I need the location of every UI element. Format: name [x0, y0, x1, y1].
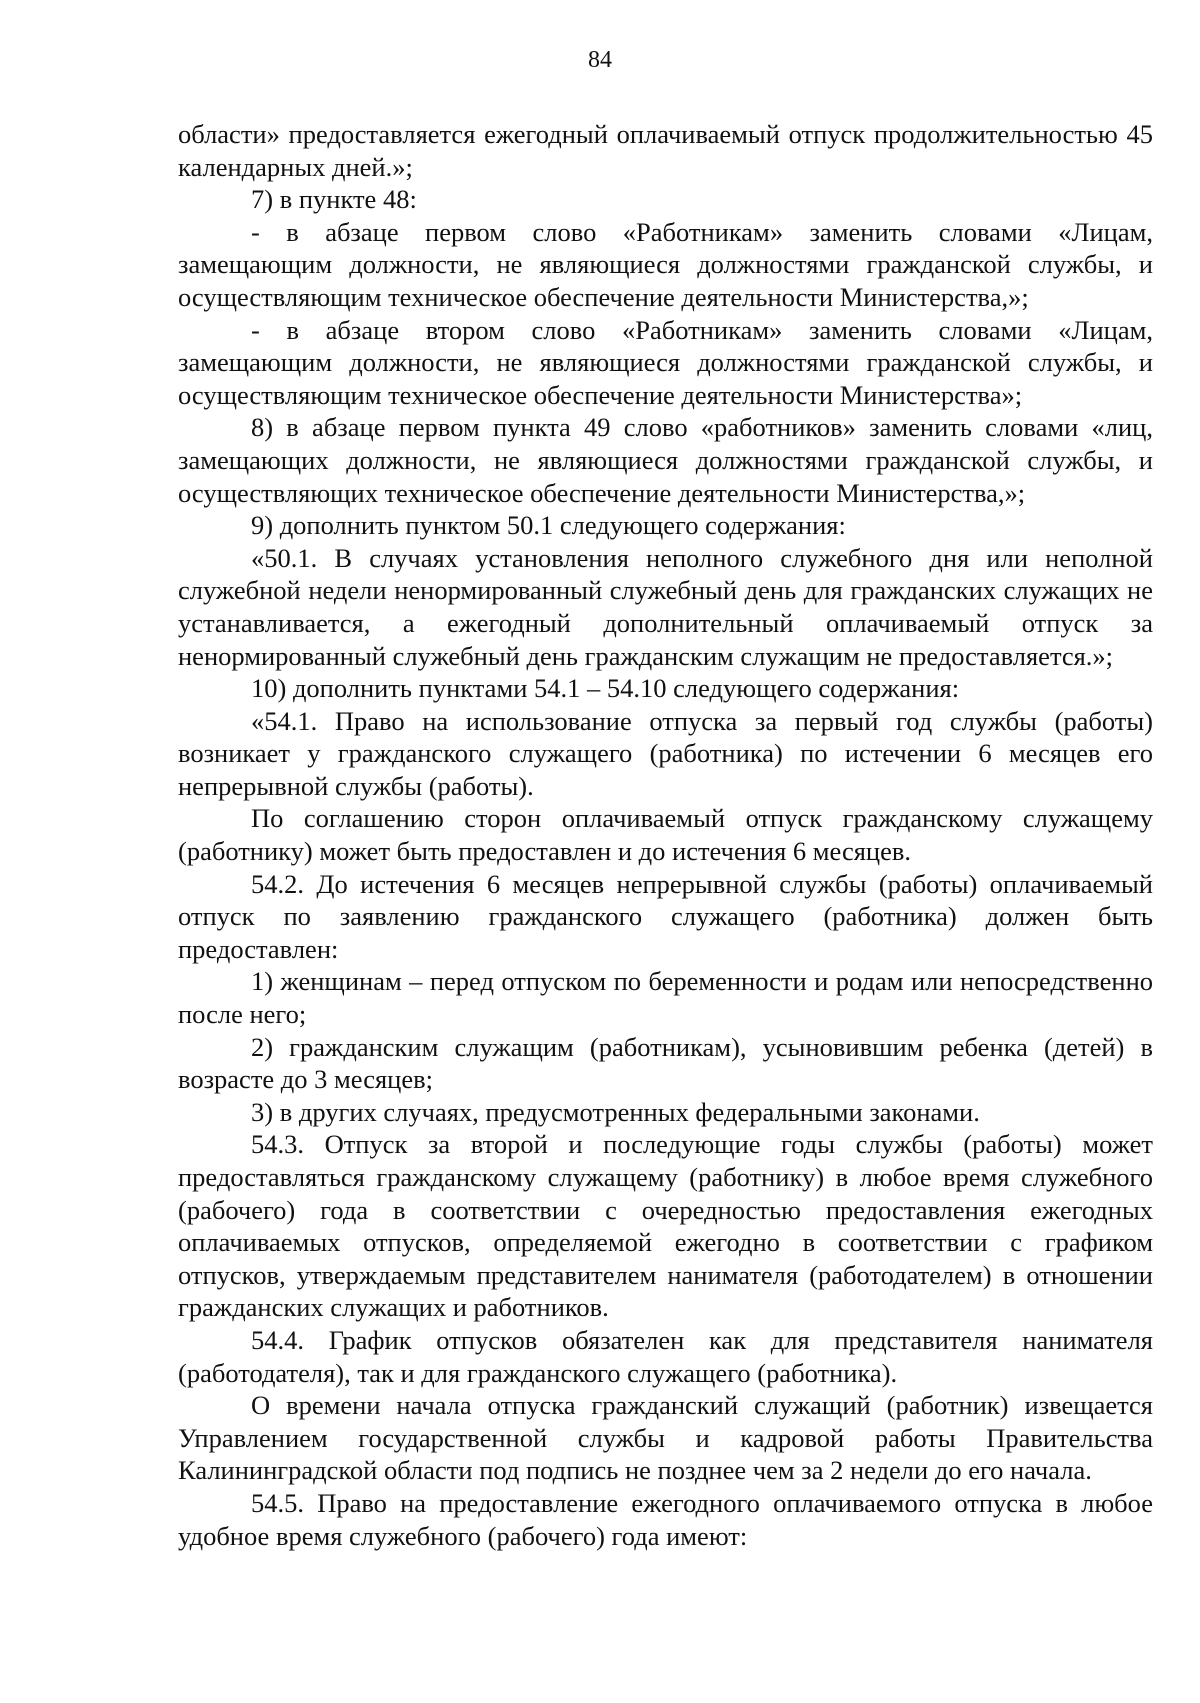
paragraph-clause-54-2-sub-1: 1) женщинам – перед отпуском по беременности и родам или непосредственно после него; — [178, 966, 1153, 1030]
paragraph-item-10: 10) дополнить пунктами 54.1 – 54.10 следующего содержания: — [251, 673, 960, 704]
paragraph-clause-54-5: 54.5. Право на предоставление ежегодного оплачиваемого отпуска в любое удобное время служебного (рабочего) года имеют: — [178, 1487, 1153, 1551]
paragraph-item-7-abzats-1: - в абзаце первом слово «Работникам» заменить словами «Лицам, замещающим должности, не являющиеся должностями гражданской службы, и осуществляющим техническое обеспечение деятельности Министерства,»; — [178, 216, 1153, 312]
paragraph-clause-54-2: 54.2. До истечения 6 месяцев непрерывной службы (работы) оплачиваемый отпуск по заявлению гражданского служащего (работника) должен быть предоставлен: — [178, 868, 1153, 964]
paragraph-clause-54-4-notice: О времени начала отпуска гражданский служащий (работник) извещается Управлением государственной службы и кадровой работы Правительства Калининградской области под подпись не позднее чем за 2 недели до его начала. — [178, 1390, 1153, 1486]
paragraph-clause-54-1-agreement: По соглашению сторон оплачиваемый отпуск гражданскому служащему (работнику) может быть предоставлен и до истечения 6 месяцев. — [178, 803, 1153, 867]
paragraph-item-7: 7) в пункте 48: — [251, 184, 417, 215]
page-number: 84 — [588, 47, 612, 73]
paragraph-item-7-abzats-2: - в абзаце втором слово «Работникам» заменить словами «Лицам, замещающим должности, не являющиеся должностями гражданской службы, и осуществляющим техническое обеспечение деятельности Министерства»; — [178, 314, 1153, 410]
paragraph-clause-54-4: 54.4. График отпусков обязателен как для представителя нанимателя (работодателя), так и для гражданского служащего (работника). — [178, 1324, 1153, 1388]
document-body — [178, 118, 1153, 1552]
paragraph-item-8: 8) в абзаце первом пункта 49 слово «работников» заменить словами «лиц, замещающих должности, не являющиеся должностями гражданской службы, и осуществляющих техническое обеспечение деятельности Министерства,»; — [178, 412, 1153, 508]
paragraph-clause-54-2-sub-2: 2) гражданским служащим (работникам), усыновившим ребенка (детей) в возрасте до 3 месяцев; — [178, 1031, 1153, 1095]
paragraph-clause-54-1: «54.1. Право на использование отпуска за первый год службы (работы) возникает у гражданского служащего (работника) по истечении 6 месяцев его непрерывной службы (работы). — [178, 705, 1153, 801]
paragraph-clause-50-1: «50.1. В случаях установления неполного служебного дня или неполной служебной недели ненормированный служебный день для гражданских служащих не устанавливается, а ежегодный дополнительный оплачиваемый отпуск за ненормированный служебный день гражданским служащим не предоставляется.»; — [178, 542, 1153, 671]
paragraph-clause-54-2-sub-3: 3) в других случаях, предусмотренных федеральными законами. — [251, 1096, 980, 1127]
paragraph-clause-54-3: 54.3. Отпуск за второй и последующие годы службы (работы) может предоставляться гражданскому служащему (работнику) в любое время служебного (рабочего) года в соответствии с очередностью предоставления ежегодных оплачиваемых отпусков, определяемой ежегодно в соответствии с графиком отпусков, утверждаемым представителем нанимателя (работодателем) в отношении гражданских служащих и работников. — [178, 1129, 1153, 1323]
paragraph-item-9: 9) дополнить пунктом 50.1 следующего содержания: — [251, 510, 846, 541]
paragraph-continuation: области» предоставляется ежегодный оплачиваемый отпуск продолжительностью 45 календарных дней.»; — [178, 119, 1153, 182]
